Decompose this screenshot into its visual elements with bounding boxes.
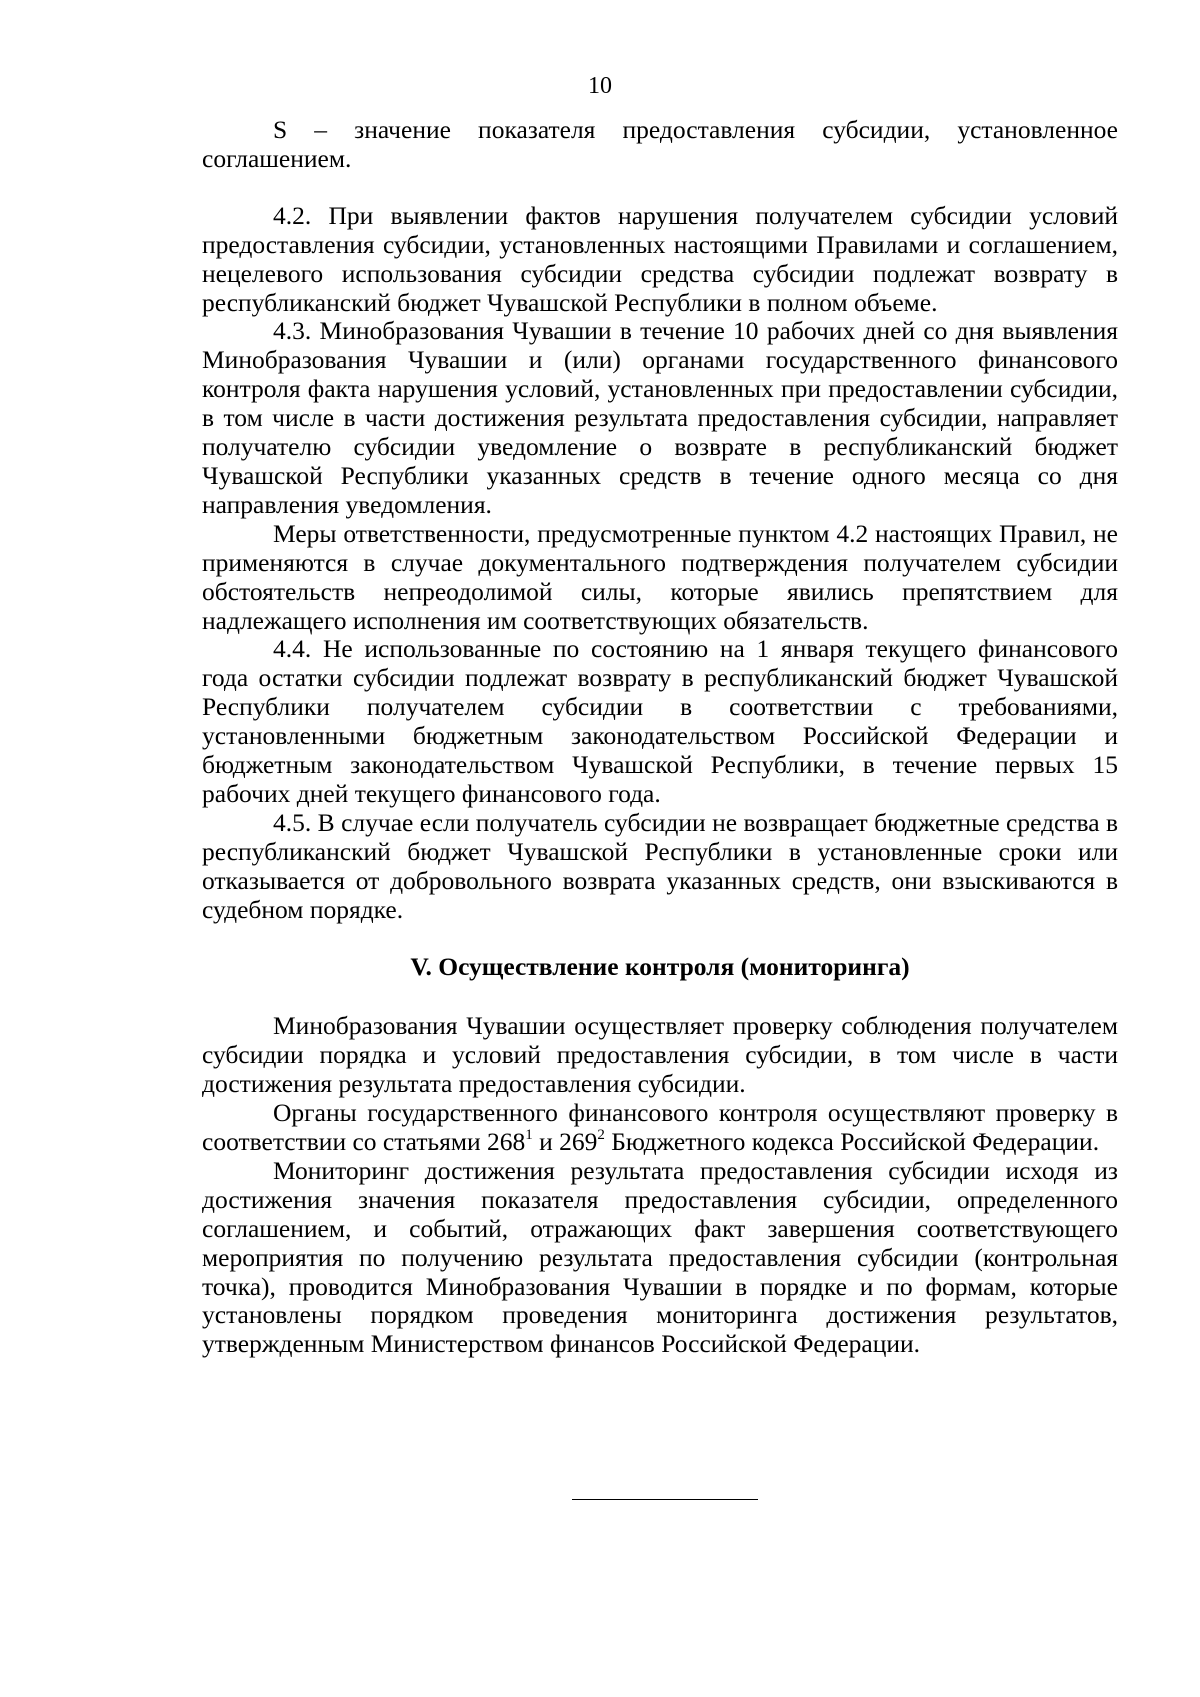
- article-superscript-2: 2: [597, 1126, 605, 1143]
- section-heading-control: V. Осуществление контроля (мониторинга): [410, 952, 910, 982]
- page-number: 10: [588, 73, 612, 99]
- paragraph-4-4: 4.4. Не использованные по состоянию на 1 января текущего финансового года остатки субсидии подлежат возврату в республиканский бюджет Чувашской Республики получателем субсидии в соответствии с требованиями, установленными бюджетным законодательством Российской Федерации и бюджетным законодательством Чувашской Республики, в течение первых 15 рабочих дней текущего финансового года.: [202, 634, 1118, 808]
- closing-divider-line: [572, 1499, 758, 1500]
- paragraph-4-2: 4.2. При выявлении фактов нарушения получателем субсидии условий предоставления субсидии, установленных настоящими Правилами и соглашением, нецелевого использования субсидии средства субсидии подлежат возврату в республиканский бюджет Чувашской Республики в полном объеме.: [202, 200, 1118, 317]
- paragraph-4-5: 4.5. В случае если получатель субсидии не возвращает бюджетные средства в республиканский бюджет Чувашской Республики в установленные сроки или отказывается от добровольного возврата указанных средств, они взыскиваются в судебном порядке.: [202, 807, 1118, 924]
- paragraph-4-3: 4.3. Минобразования Чувашии в течение 10 рабочих дней со дня выявления Минобразования Чувашии и (или) органами государственного финансового контроля факта нарушения условий, установленных при предоставлении субсидии, в том числе в части достижения результата предоставления субсидии, направляет получателю субсидии уведомление о возврате в республиканский бюджет Чувашской Республики указанных средств в течение одного месяца со дня направления уведомления.: [202, 316, 1118, 519]
- financial-control-text-a: Органы государственного финансового контроля осуществляют проверку в соответствии со статьями 268: [202, 1098, 1118, 1156]
- paragraph-financial-control: [202, 1099, 1118, 1157]
- paragraph-liability-measures: Меры ответственности, предусмотренные пунктом 4.2 настоящих Правил, не применяются в случае документального подтверждения получателем субсидии обстоятельств непреодолимой силы, которые явились препятствием для надлежащего исполнения им соответствующих обязательств.: [202, 518, 1118, 635]
- article-superscript-1: 1: [525, 1126, 533, 1143]
- paragraph-monitoring: Мониторинг достижения результата предоставления субсидии исходя из достижения значения показателя предоставления субсидии, определенного соглашением, и событий, отражающих факт завершения соответствующего мероприятия по получению результата предоставления субсидии (контрольная точка), проводится Минобразования Чувашии в порядке и по формам, которые установлены порядком проведения мониторинга достижения результатов, утвержденным Министерством финансов Российской Федерации.: [202, 1155, 1118, 1359]
- paragraph-ministry-check: Минобразования Чувашии осуществляет проверку соблюдения получателем субсидии порядка и условий предоставления субсидии, в том числе в части достижения результата предоставления субсидии.: [202, 1011, 1118, 1099]
- financial-control-text-b: и 269: [532, 1127, 598, 1156]
- paragraph-s-definition: S – значение показателя предоставления субсидии, установленное соглашением.: [202, 115, 1118, 173]
- financial-control-text-c: Бюджетного кодекса Российской Федерации.: [604, 1127, 1100, 1156]
- document-body: [202, 116, 1118, 1359]
